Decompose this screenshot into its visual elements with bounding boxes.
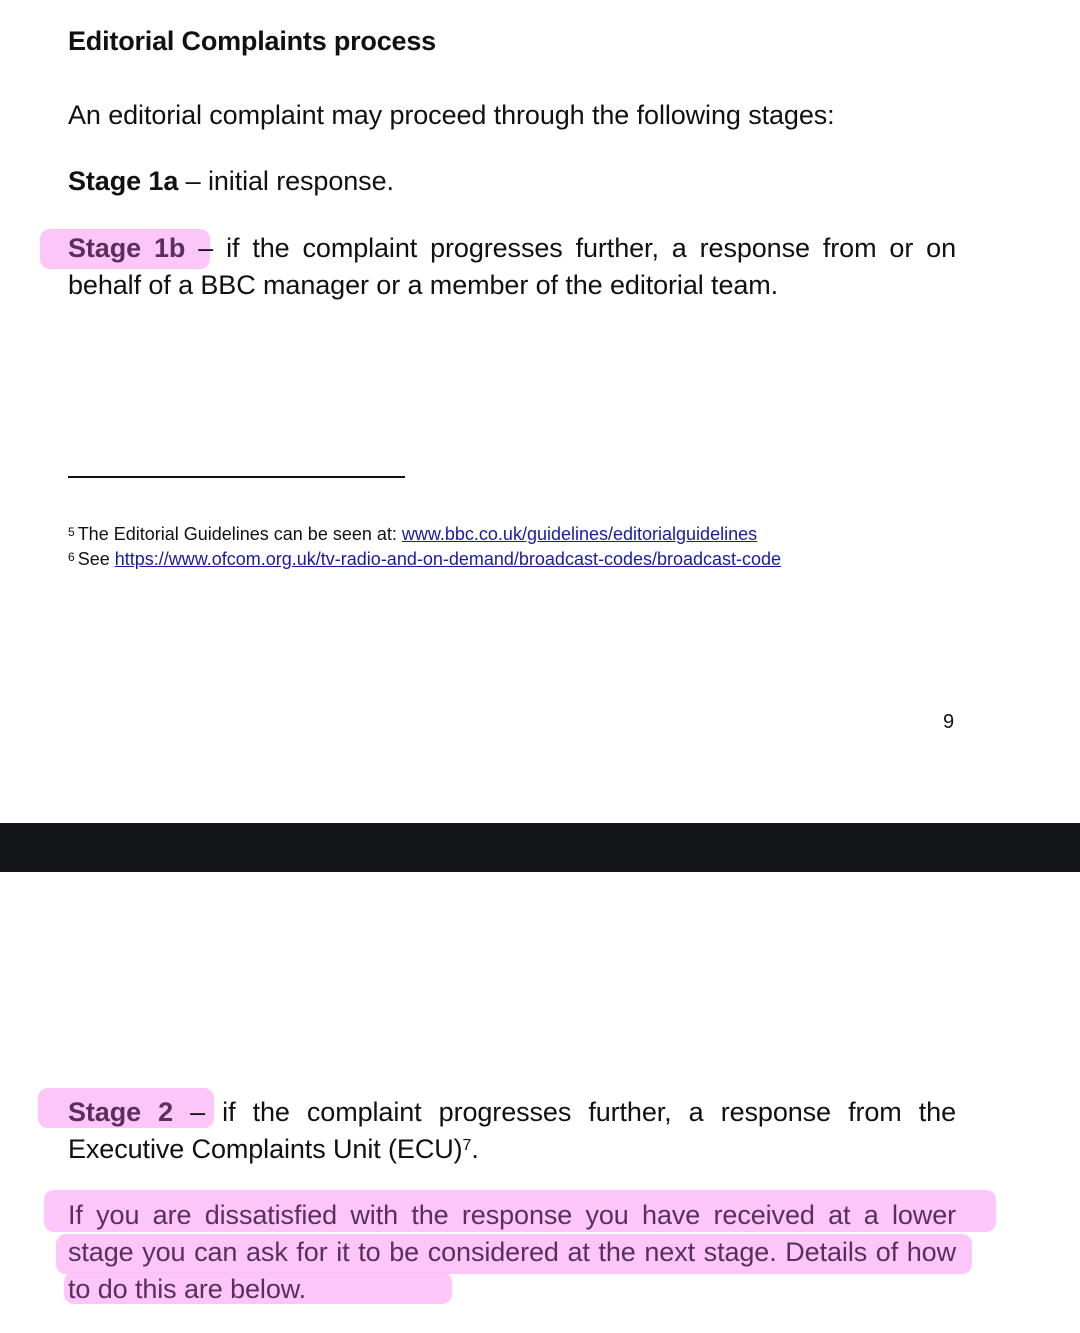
footnote-5 [68,522,757,546]
footnote-6 [68,547,781,571]
stage-1b-paragraph [68,230,956,304]
stage-2-text: – if the complaint progresses further, a response from the Executive Complaints Unit (ECU) [68,1097,956,1164]
stage-2-paragraph [68,1094,956,1168]
page-number: 9 [943,711,955,733]
footnote-number: 6 [68,550,75,564]
footnote-separator [68,476,405,478]
stage-1b-text: – if the complaint progresses further, a response from or on behalf of a BBC manager or a member of the editorial team. [68,233,956,300]
footnote-number: 5 [68,525,75,539]
page-break-band [0,823,1080,872]
stage-1b-label: Stage 1b [68,233,186,263]
footnote-ref-7: 7 [462,1137,472,1154]
intro-paragraph: An editorial complaint may proceed through the following stages: [68,100,835,130]
footnote-text: See [77,549,115,569]
dissatisfied-note-paragraph: If you are dissatisfied with the response you have received at a lower stage you can ask for it to be considered at the next stage. Details of how to do this are below. [68,1200,956,1304]
stage-2-label: Stage 2 [68,1097,174,1127]
footnote-text: The Editorial Guidelines can be seen at: [77,524,402,544]
stage-1a-paragraph [68,163,968,200]
ofcom-broadcast-code-link[interactable]: https://www.ofcom.org.uk/tv-radio-and-on-demand/broadcast-codes/broadcast-code [114,549,782,569]
stage-2-end: . [471,1134,479,1164]
stage-1a-text: – initial response. [178,166,394,196]
editorial-guidelines-link[interactable]: www.bbc.co.uk/guidelines/editorialguidelines [401,524,758,544]
stage-1a-label: Stage 1a [68,166,179,196]
section-heading: Editorial Complaints process [68,26,436,56]
